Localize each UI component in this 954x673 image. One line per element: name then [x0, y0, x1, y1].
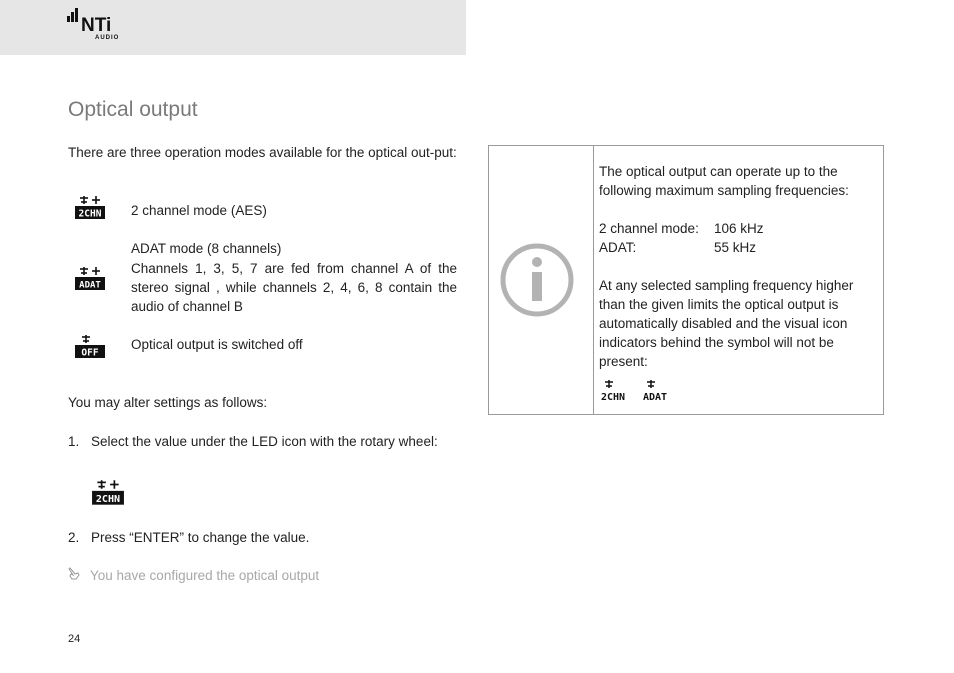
info-row-value: 55 kHz — [714, 240, 757, 255]
optical-off-icon — [74, 333, 106, 366]
intro-text: There are three operation modes available for the optical out-put: — [68, 145, 457, 160]
pointing-hand-icon — [68, 566, 82, 585]
logo-subtext: AUDIO — [95, 35, 120, 41]
info-row-adat — [599, 238, 879, 257]
optical-off-icon-label: OFF — [81, 347, 99, 359]
info-box — [488, 145, 884, 415]
logo-text: NTi — [81, 15, 112, 36]
header-band — [0, 0, 466, 55]
optical-adat-outline-icon — [641, 379, 671, 410]
optical-2chn-icon-label: 2CHN — [78, 208, 102, 220]
step-1-text: Select the value under the LED icon with the rotary wheel: — [91, 434, 438, 449]
step-2-text: Press “ENTER” to change the value. — [91, 530, 310, 545]
mode-adat-label: ADAT mode (8 channels) — [131, 241, 282, 256]
info-icon-label-adat: ADAT — [642, 392, 668, 403]
info-row-label: 2 channel mode: — [599, 221, 699, 236]
optical-adat-icon — [74, 265, 106, 298]
step-1-icon-label: 2CHN — [95, 494, 121, 506]
mode-2chn-label: 2 channel mode (AES) — [131, 203, 267, 218]
step-2-number: 2. — [68, 530, 80, 545]
mode-off-label: Optical output is switched off — [131, 337, 303, 352]
page-title: Optical output — [68, 98, 198, 121]
result-line — [68, 566, 319, 585]
step-1-number: 1. — [68, 434, 80, 449]
optical-2chn-outline-icon — [599, 379, 629, 410]
info-row-2chn — [599, 219, 879, 238]
nti-audio-logo — [67, 16, 127, 44]
mode-adat-description: Channels 1, 3, 5, 7 are fed from channel A of the stereo signal , while channels 2, 4, 6, 8 contain the audio of channel B — [131, 261, 457, 314]
info-box-divider — [593, 146, 594, 414]
optical-adat-icon-label: ADAT — [79, 280, 101, 291]
info-row-label: ADAT: — [599, 240, 637, 255]
info-icon-label-2chn: 2CHN — [600, 392, 626, 403]
page-number: 24 — [68, 633, 81, 645]
info-text-1: The optical output can operate up to the following maximum sampling frequencies: — [599, 164, 849, 198]
info-icon — [498, 241, 576, 324]
result-text: You have configured the optical output — [90, 568, 320, 583]
info-text-2: At any selected sampling frequency higher than the given limits the optical output is automatically disabled and the visual icon indicators behind the symbol will not be present: — [599, 278, 854, 369]
info-row-value: 106 kHz — [714, 221, 764, 236]
optical-2chn-icon — [91, 478, 125, 513]
info-box-text — [599, 162, 879, 410]
alter-intro-text: You may alter settings as follows: — [68, 395, 268, 410]
optical-2chn-icon — [74, 194, 106, 227]
